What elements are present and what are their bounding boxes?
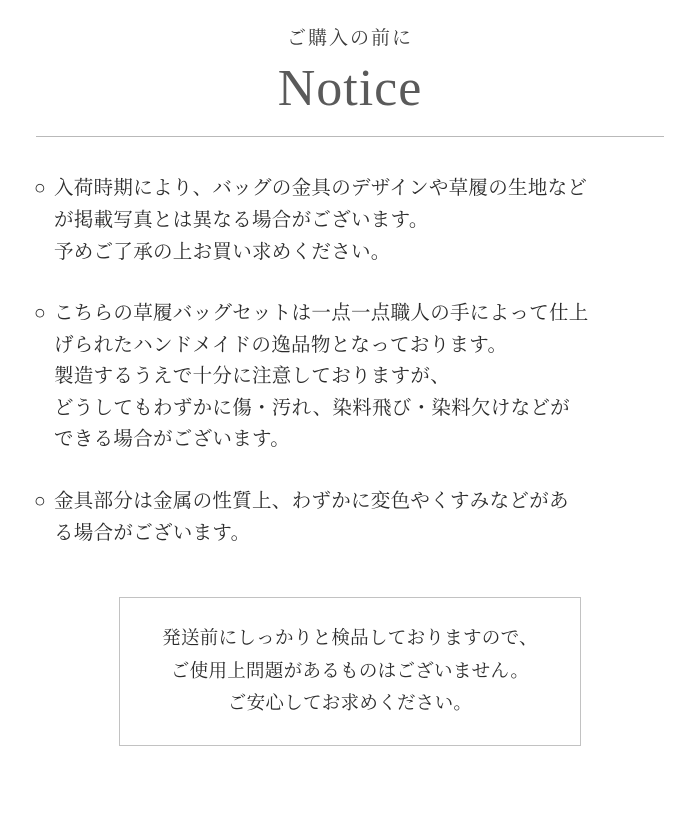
page-header	[0, 0, 700, 137]
note-line: げられたハンドメイドの逸品物となっております。	[54, 333, 508, 356]
note-line: どうしてもわずかに傷・汚れ、染料飛び・染料欠けなどが	[54, 396, 570, 419]
list-item	[34, 486, 666, 549]
bullet-icon: ○	[34, 177, 47, 200]
bullet-icon: ○	[34, 302, 47, 325]
note-line: 製造するうえで十分に注意しておりますが、	[54, 365, 451, 388]
note-line	[34, 486, 666, 518]
note-line: できる場合がございます。	[54, 428, 291, 451]
note-text: こちらの草履バッグセットは一点一点職人の手によって仕上	[54, 302, 589, 325]
header-kicker: ご購入の前に	[286, 28, 413, 49]
list-item	[34, 298, 666, 456]
notice-box-line: ご使用上問題があるものはございません。	[170, 659, 530, 681]
list-item	[34, 173, 666, 268]
page-title: Notice	[277, 59, 423, 117]
notice-box-line: 発送前にしっかりと検品しておりますので、	[162, 627, 538, 649]
note-line: が掲載写真とは異なる場合がございます。	[54, 208, 429, 231]
notes-list	[0, 137, 700, 549]
note-line: 予めご了承の上お買い求めください。	[54, 240, 391, 263]
bullet-icon: ○	[34, 490, 47, 513]
note-line	[34, 173, 666, 205]
note-line	[34, 298, 666, 330]
notice-box-wrapper	[0, 579, 700, 746]
note-text: 金具部分は金属の性質上、わずかに変色やくすみなどがあ	[54, 490, 569, 513]
note-text: 入荷時期により、バッグの金具のデザインや草履の生地など	[54, 177, 588, 200]
notice-box	[119, 597, 581, 746]
note-line: る場合がございます。	[54, 521, 251, 544]
notice-box-line: ご安心してお求めください。	[227, 691, 473, 713]
